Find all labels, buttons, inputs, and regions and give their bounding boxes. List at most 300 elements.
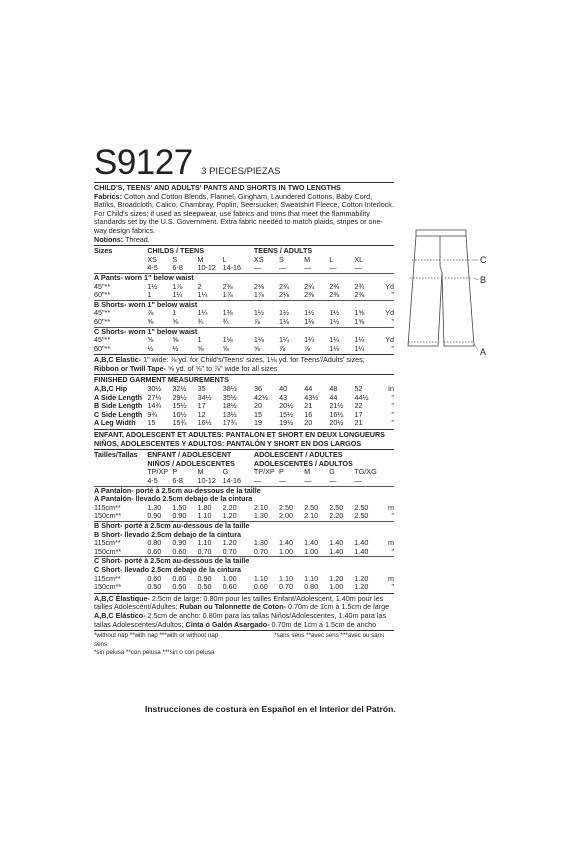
cell: 34½ xyxy=(197,393,212,402)
cell: 1.00 xyxy=(304,547,319,556)
cell: 2¾ xyxy=(304,282,315,291)
row-label: 60"** xyxy=(94,317,111,326)
cell: 1⅞ xyxy=(253,291,264,300)
row-label: A Leg Width xyxy=(94,419,136,428)
cell: 15 xyxy=(147,419,156,428)
row-label: 45"** xyxy=(94,309,111,318)
cell: ⅝ xyxy=(172,317,179,326)
row-label: 115cm** xyxy=(94,539,121,548)
row-label: 60"** xyxy=(94,344,111,353)
cell: 2¾ xyxy=(329,282,340,291)
cell: 1.40 xyxy=(329,539,344,548)
row-unit: " xyxy=(391,393,394,402)
right-leg-outline xyxy=(442,236,474,346)
cell: M xyxy=(304,255,311,264)
footnote-line-2: *sin pelusa **con pelusa ***sin o con pelusa xyxy=(94,649,215,657)
cell: — xyxy=(329,264,337,273)
cell: 44½ xyxy=(354,393,369,402)
cell: 0.80 xyxy=(304,583,319,592)
cell: 2.50 xyxy=(354,512,369,521)
cell: 14-16 xyxy=(222,477,242,485)
row-label: C Side Length xyxy=(94,410,143,419)
row-label: 115cm** xyxy=(94,503,121,512)
cell: 0.60 xyxy=(147,547,162,556)
cell: 1.40 xyxy=(354,547,369,556)
footnote-line-1 xyxy=(94,632,394,649)
table-row xyxy=(94,402,394,411)
ribbon-paragraph xyxy=(94,365,394,374)
cell: 1½ xyxy=(279,309,290,318)
section-title-fr: B Short- porté à 2.5cm au-dessous de la taille xyxy=(94,521,394,530)
pieces-count: 3 PIECES/PIEZAS xyxy=(201,166,281,177)
group-enfant: ENFANT / ADOLESCENT xyxy=(147,451,232,460)
cell: 0.70 xyxy=(279,583,293,592)
cell: 1¼ xyxy=(197,309,208,318)
cell: 1.80 xyxy=(197,503,212,512)
row-unit: " xyxy=(391,547,394,556)
group-adolescent: ADOLESCENT / ADULTES xyxy=(253,451,343,460)
row-label: 115cm** xyxy=(94,574,121,583)
row-unit: " xyxy=(391,317,394,326)
cell: XL xyxy=(354,255,364,264)
cell: M xyxy=(304,468,311,477)
cell: — xyxy=(253,264,262,273)
cell: ¾ xyxy=(222,317,229,326)
label-c: C xyxy=(480,255,487,265)
cell: 10½ xyxy=(172,410,187,419)
cell: 1.10 xyxy=(279,574,293,583)
cell: 17 xyxy=(197,402,206,411)
section-title-es: B Short- llevado 2.5cm debajo de la cintura xyxy=(94,530,241,539)
cell: 1.50 xyxy=(172,503,187,512)
row-unit: m xyxy=(388,503,394,512)
fabrics-text: Cotton and Cotton Blends, Flannel, Gingham, Laundered Cottons, Baby Cord, Batiks, Broadcloth, Calico, Chambray, Poplin, Seersucker, Sweatshirt Fleece, Cotton Interlock. For Child's sizes; if used as sleepwear, use fabrics and trims that meet the flammability standards set by the U.S. Government. Extra fabric needed to match plaids, stripes or one-way design fabrics. xyxy=(94,191,394,235)
cell: ⅞ xyxy=(253,317,260,326)
cell: G xyxy=(329,468,335,477)
cell: 1.40 xyxy=(279,539,293,548)
footnote-english: *without nap **with nap ***with or without nap xyxy=(94,632,219,640)
cell: 0.70 xyxy=(197,547,212,556)
cell: 1½ xyxy=(329,317,340,326)
row-label: A,B,C Hip xyxy=(94,385,128,394)
cell: 1.00 xyxy=(329,583,344,592)
cell: 1 xyxy=(147,291,152,300)
row-unit: " xyxy=(391,402,394,411)
cell: 27¼ xyxy=(147,393,162,402)
group-adolescentes: ADOLESCENTES / ADULTOS xyxy=(253,459,353,468)
row-unit: m xyxy=(388,539,394,548)
elastic-fr-label: A,B,C Élastique- xyxy=(94,593,150,603)
footnote-french: *sans sens **avec sens ***avec ou sans sens xyxy=(94,632,385,648)
cell: 52 xyxy=(354,385,363,394)
cell: 1.10 xyxy=(197,512,212,521)
size-codes-row xyxy=(94,468,394,477)
cell: ⅝ xyxy=(147,317,154,326)
cell: 1¼ xyxy=(279,336,290,345)
english-yardage-table xyxy=(94,247,394,353)
pattern-header xyxy=(94,143,280,183)
elastic-es-text: 2.5cm de ancho: 0.80m para las tallas Niños/Adolescentes, 1.40m para las tallas Adolescentes/Adultos; xyxy=(94,610,387,629)
cell: 4-5 xyxy=(147,477,158,485)
cell: 1¼ xyxy=(304,336,315,345)
cell: ⅝ xyxy=(222,344,229,353)
cell: ⅞ xyxy=(304,344,311,353)
cell: 1½ xyxy=(253,309,264,318)
cell: 1⅛ xyxy=(304,317,315,326)
cell: 1.40 xyxy=(304,539,319,548)
notions-paragraph xyxy=(94,236,394,245)
cell: 32½ xyxy=(172,385,187,394)
cell: 2¾ xyxy=(354,282,365,291)
row-unit: " xyxy=(391,419,394,428)
cell: 14-16 xyxy=(222,264,242,273)
table-row xyxy=(94,575,394,584)
cell: 14¾ xyxy=(147,402,162,411)
label-a: A xyxy=(480,347,487,356)
row-unit: Yd xyxy=(385,336,394,345)
table-row xyxy=(94,504,394,513)
cell: 0.60 xyxy=(172,574,187,583)
cell: XS xyxy=(253,255,264,264)
sizes-label-fr: Tailles/Tallas xyxy=(94,451,138,460)
cell: 2⅜ xyxy=(304,291,315,300)
cell: 2⅜ xyxy=(253,282,264,291)
cell: 43½ xyxy=(304,393,319,402)
finished-measurements-table xyxy=(94,385,394,428)
cell: 30½ xyxy=(147,385,162,394)
cell: ½ xyxy=(172,344,179,353)
table-row xyxy=(94,419,394,428)
cell: 10-12 xyxy=(197,264,216,273)
cell: 1.00 xyxy=(279,547,293,556)
cell: 21 xyxy=(354,419,363,428)
cell: — xyxy=(354,264,362,273)
cell: 2.50 xyxy=(279,503,293,512)
section-title-es: A Pantalón- llevado 2.5cm debajo de la cintura xyxy=(94,495,253,504)
cell: TP/XP xyxy=(147,468,169,477)
cell: 0.60 xyxy=(172,547,187,556)
cell: 20 xyxy=(253,402,262,411)
cell: 10-12 xyxy=(197,477,216,485)
cell: 35½ xyxy=(222,393,237,402)
cell: 43 xyxy=(279,393,288,402)
row-unit: " xyxy=(391,344,394,353)
cell: 15¾ xyxy=(172,419,187,428)
ribbon-fr-label: Ruban ou Talonnette de Coton- xyxy=(179,602,286,612)
cell: 2.00 xyxy=(279,512,293,521)
cell: G xyxy=(222,468,229,477)
table-row xyxy=(94,336,394,345)
table-row xyxy=(94,539,394,548)
spanish-title: NIÑOS, ADOLESCENTES Y ADULTOS: PANTALÓN Y SHORT EN DOS LARGOS xyxy=(94,438,362,448)
size-nums-row xyxy=(94,477,394,486)
cell: 22 xyxy=(354,402,363,411)
section-title-fr: A Pantalon- porté à 2.5cm au-dessous de la taille xyxy=(94,486,394,495)
row-label: 60"** xyxy=(94,291,111,300)
cell: 1.20 xyxy=(222,512,237,521)
cell: 1.20 xyxy=(222,539,237,548)
table-row xyxy=(94,309,394,318)
cell: — xyxy=(279,477,287,485)
cell: 2.50 xyxy=(354,503,369,512)
cell: 40 xyxy=(279,385,288,394)
cell: 2.20 xyxy=(222,503,237,512)
row-label: 45"** xyxy=(94,336,111,345)
cell: 20½ xyxy=(329,419,344,428)
cell: 1⅛ xyxy=(329,344,340,353)
cell: — xyxy=(354,477,362,485)
table-row xyxy=(94,345,394,354)
cell: P xyxy=(279,468,284,477)
cell: 35 xyxy=(197,385,206,394)
label-b: B xyxy=(480,275,487,285)
section-title-es: C Short- llevado 2.5cm debajo de la cintura xyxy=(94,565,241,574)
cell: 2⅛ xyxy=(279,291,290,300)
cell: 20½ xyxy=(279,402,294,411)
cell: 1½ xyxy=(304,309,315,318)
cell: 0.90 xyxy=(172,512,187,521)
cell: 1.30 xyxy=(253,539,268,548)
row-unit: " xyxy=(391,410,394,419)
section-title: B Shorts- worn 1" below waist xyxy=(94,300,394,309)
cell: XS xyxy=(147,255,157,264)
cell: P xyxy=(172,468,178,477)
cell: S xyxy=(279,255,284,264)
table-row xyxy=(94,318,394,327)
row-unit: Yd xyxy=(385,309,394,318)
cell: 17¾ xyxy=(222,419,237,428)
cell: 1⅞ xyxy=(172,282,183,291)
cell: 2⅜ xyxy=(329,291,340,300)
cell: 0.60 xyxy=(253,583,268,592)
cell: 17 xyxy=(354,410,363,419)
ribbon-label: Ribbon or Twill Tape- xyxy=(94,363,166,373)
cell: 16½ xyxy=(329,410,344,419)
cell: 1.20 xyxy=(329,574,344,583)
cell: 19½ xyxy=(279,419,294,428)
section-title: C Shorts- worn 1" below waist xyxy=(94,327,394,336)
cell: 1⅛ xyxy=(253,336,264,345)
elastic-es-label: A,B,C Elástico- xyxy=(94,610,146,620)
table-row xyxy=(94,385,394,394)
cell: 0.90 xyxy=(172,539,187,548)
row-unit: In xyxy=(388,385,394,394)
cell: ⅝ xyxy=(147,336,154,345)
cell: 9¾ xyxy=(147,410,158,419)
elastic-label: A,B,C Elastic- xyxy=(94,355,142,365)
table-row xyxy=(94,283,394,292)
cell: 1⅜ xyxy=(222,309,233,318)
elastic-fr-text: 2.5cm de large: 0.80m pour les tailles Enfant/Adolescent, 1.40m pour les tailles Adolescent/Adultes; xyxy=(94,593,384,612)
cell: 12 xyxy=(197,410,206,419)
finished-title: FINISHED GARMENT MEASUREMENTS xyxy=(94,375,229,385)
cell: 2.10 xyxy=(304,512,319,521)
crotch-line xyxy=(440,236,442,272)
cell: ⅝ xyxy=(197,344,204,353)
cell: 1¼ xyxy=(197,291,208,300)
group-childs-teens: CHILDS / TEENS xyxy=(147,247,205,256)
cell: 29½ xyxy=(172,393,187,402)
ribbon-fr-text: 0.70m de 1cm à 1.5cm de large xyxy=(287,602,390,612)
cell: 1⅝ xyxy=(354,317,365,326)
cell: 21½ xyxy=(329,402,344,411)
sizes-label: Sizes xyxy=(94,247,113,256)
cell: L xyxy=(222,255,227,264)
cell: 0.60 xyxy=(147,574,162,583)
cell: TP/XP xyxy=(253,468,275,477)
cell: 2.50 xyxy=(329,503,344,512)
cell: 44 xyxy=(329,393,338,402)
table-row xyxy=(94,548,394,557)
cell: 1½ xyxy=(147,282,158,291)
cell: 6-8 xyxy=(172,264,183,273)
cell: 36 xyxy=(253,385,262,394)
cell: 2.20 xyxy=(329,512,344,521)
cell: 0.70 xyxy=(253,547,268,556)
cell: 2 xyxy=(197,282,202,291)
cell: 1¼ xyxy=(354,336,365,345)
cell: 0.60 xyxy=(222,583,237,592)
cell: ⅝ xyxy=(253,344,260,353)
cell: — xyxy=(279,264,287,273)
cell: 1⅞ xyxy=(222,291,233,300)
cell: 1.40 xyxy=(329,547,344,556)
spanish-instructions-note: Instrucciones de costura en Español en el Interior del Patrón. xyxy=(145,704,396,714)
cell: 1.10 xyxy=(197,539,212,548)
cell: 15 xyxy=(253,410,262,419)
ribbon-es-text: 0.70m de 1cm a 1.5cm de ancho xyxy=(271,619,377,629)
size-codes-row xyxy=(94,256,394,265)
cell: 0.90 xyxy=(147,512,162,521)
cell: 2.50 xyxy=(304,503,319,512)
cell: 15½ xyxy=(172,402,187,411)
elastic-fr-paragraph xyxy=(94,595,394,612)
cell: 1.40 xyxy=(354,539,369,548)
table-row xyxy=(94,512,394,521)
table-row xyxy=(94,583,394,592)
cell: 44 xyxy=(304,385,313,394)
cell: M xyxy=(197,255,204,264)
row-unit: Yd xyxy=(385,282,394,291)
cell: S xyxy=(172,255,178,264)
elastic-text: 1" wide: ⅞ yd. for Child's/Teens' sizes, 1⅛ yd. for Teens'/Adults' sizes; xyxy=(143,355,365,365)
cell: 2⅜ xyxy=(222,282,233,291)
left-leg-outline xyxy=(408,236,442,346)
cell: ⅞ xyxy=(147,309,154,318)
cell: 2¾ xyxy=(279,282,290,291)
cell: 1¼ xyxy=(172,291,183,300)
cell: TG/XG xyxy=(354,468,377,477)
notions-label: Notions: xyxy=(94,234,124,244)
cell: 1.10 xyxy=(304,574,319,583)
cell: 38½ xyxy=(222,385,237,394)
row-label: 150cm** xyxy=(94,512,122,521)
cell: 21 xyxy=(304,402,313,411)
ribbon-text: ⅝ yd. of ⅝" to ⅞" wide for all sizes xyxy=(168,363,278,373)
row-label: A Side Length xyxy=(94,393,143,402)
cell: 1.20 xyxy=(354,574,369,583)
cell: 2.10 xyxy=(253,503,268,512)
group-teens-adults: TEENS / ADULTS xyxy=(253,247,313,256)
fabrics-label: Fabrics: xyxy=(94,191,122,201)
metric-yardage-table xyxy=(94,451,394,592)
group-ninos: NIÑOS / ADOLESCENTES xyxy=(147,459,235,468)
cell: 0.50 xyxy=(172,583,187,592)
cell: 1 xyxy=(172,309,177,318)
cell: 1.10 xyxy=(253,574,268,583)
label-b-leader xyxy=(474,278,478,280)
cell: 1¼ xyxy=(329,336,340,345)
cell: ½ xyxy=(147,344,154,353)
section-title-fr: C Short- porté à 2.5cm au-dessous de la taille xyxy=(94,557,394,566)
cell: ⅞ xyxy=(279,344,286,353)
cell: 18½ xyxy=(222,402,237,411)
cell: 1.20 xyxy=(354,583,369,592)
row-label: 150cm** xyxy=(94,547,122,556)
cell: 1⅛ xyxy=(279,317,290,326)
cell: 20 xyxy=(304,419,313,428)
cell: — xyxy=(329,477,337,485)
row-unit: " xyxy=(391,512,394,521)
fabrics-paragraph xyxy=(94,193,394,236)
pattern-number: S9127 xyxy=(94,143,193,182)
french-title: ENFANT, ADOLESCENT ET ADULTES: PANTALON ET SHORT EN DEUX LONGUEURS xyxy=(94,430,385,440)
cell: — xyxy=(304,264,312,273)
label-a-leader xyxy=(474,344,478,350)
waistband xyxy=(416,230,466,236)
cell: 0.50 xyxy=(147,583,162,592)
cell: M xyxy=(197,468,204,477)
cell: 16 xyxy=(304,410,313,419)
cell: 0.50 xyxy=(197,583,212,592)
english-title: CHILD'S, TEENS' AND ADULTS' PANTS AND SHORTS IN TWO LENGTHS xyxy=(94,183,341,192)
cell: 1.00 xyxy=(222,574,237,583)
row-unit: " xyxy=(391,583,394,592)
cell: 15½ xyxy=(279,410,294,419)
cell: 1 xyxy=(197,336,202,345)
cell: 48 xyxy=(329,385,338,394)
cell: — xyxy=(304,477,312,485)
cell: 13½ xyxy=(222,410,237,419)
cell: 1⅛ xyxy=(222,336,233,345)
cell: 1¼ xyxy=(354,344,365,353)
cell: ⅝ xyxy=(172,336,179,345)
cell: 42½ xyxy=(253,393,268,402)
ribbon-es-label: Cinta o Galón Asargado- xyxy=(185,619,270,629)
yardage-content xyxy=(94,181,394,658)
cell: 0.80 xyxy=(147,539,162,548)
cell: — xyxy=(253,477,262,485)
size-nums-row xyxy=(94,264,394,273)
elastic-es-paragraph xyxy=(94,612,394,629)
cell: 2⅜ xyxy=(354,291,365,300)
cell: 1.30 xyxy=(147,503,162,512)
cell: 1.30 xyxy=(253,512,268,521)
cell: 1½ xyxy=(329,309,340,318)
cell: L xyxy=(329,255,334,264)
row-label: 45"** xyxy=(94,282,111,291)
table-row xyxy=(94,394,394,403)
cell: 0.90 xyxy=(197,574,212,583)
pants-line-drawing xyxy=(400,226,490,356)
row-unit: " xyxy=(391,291,394,300)
row-unit: m xyxy=(388,574,394,583)
cell: ¾ xyxy=(197,317,204,326)
cell: 16½ xyxy=(197,419,212,428)
section-title: A Pants- worn 1" below waist xyxy=(94,273,394,282)
row-label: 150cm** xyxy=(94,583,122,592)
cell: 6-8 xyxy=(172,477,183,485)
